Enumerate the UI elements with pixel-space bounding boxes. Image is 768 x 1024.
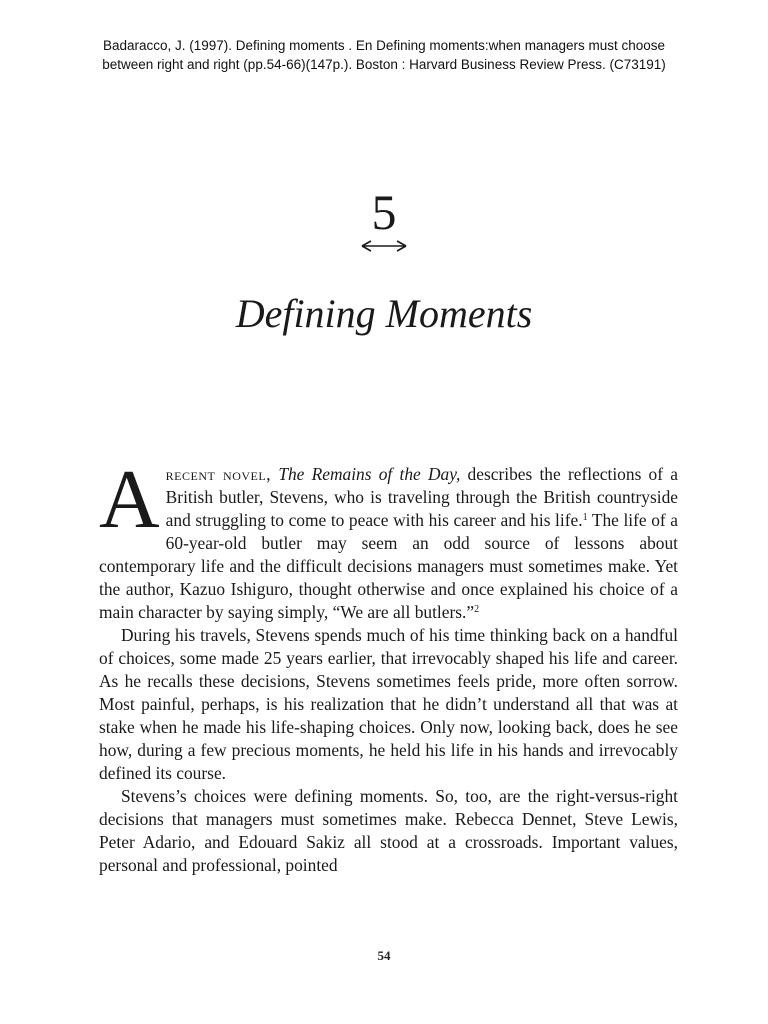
paragraph-1-text-a: describes the reflections of a British butler, Stevens, who is traveling through the British countryside and struggling to come to peace with his career and his life. [165, 464, 678, 530]
double-arrow-icon [358, 236, 410, 256]
paragraph-3: Stevens’s choices were defining moments. So, too, are the right-versus-right decisions that managers must sometimes make. Rebecca Dennet, Steve Lewis, Peter Adario, and Edouard Sakiz all stood at a crossroads. Important values, personal and professional, pointed [99, 786, 678, 875]
footnote-ref-2: 2 [474, 604, 480, 615]
body-text [99, 453, 678, 877]
citation-line-2: between right and right (pp.54-66)(147p.). Boston : Harvard Business Review Press. (C73191) [102, 57, 666, 72]
chapter-title: Defining Moments [235, 291, 533, 336]
paragraph-1-text-b: The life of a 60-year-old butler may seem an odd source of lessons about contemporary life and the difficult decisions managers must sometimes make. Yet the author, Kazuo Ishiguro, thought otherwise and once explained his choice of a main character by saying simply, “We are all butlers.” [99, 510, 678, 622]
citation-line-1: Badaracco, J. (1997). Defining moments . En Defining moments:when managers must choose [102, 38, 666, 53]
page-number: 54 [377, 948, 391, 963]
chapter-number: 5 [371, 184, 397, 240]
book-title: The Remains of the Day, [278, 464, 461, 484]
citation-header [0, 36, 768, 74]
drop-cap: A [99, 453, 160, 546]
footnote-ref-1: 1 [582, 512, 588, 523]
paragraph-1 [99, 453, 678, 624]
paragraph-2: During his travels, Stevens spends much of his time thinking back on a handful of choices, some made 25 years earlier, that irrevocably shaped his life and career. As he recalls these decisions, Stevens sometimes feels pride, more often sorrow. Most painful, perhaps, is his realization that he didn’t understand all that was at stake when he made his life-shaping choices. Only now, looking back, does he see how, during a few precious moments, he held his life in his hands and irrevocably defined its course. [99, 625, 678, 783]
small-caps-opening: recent novel, [165, 464, 272, 484]
